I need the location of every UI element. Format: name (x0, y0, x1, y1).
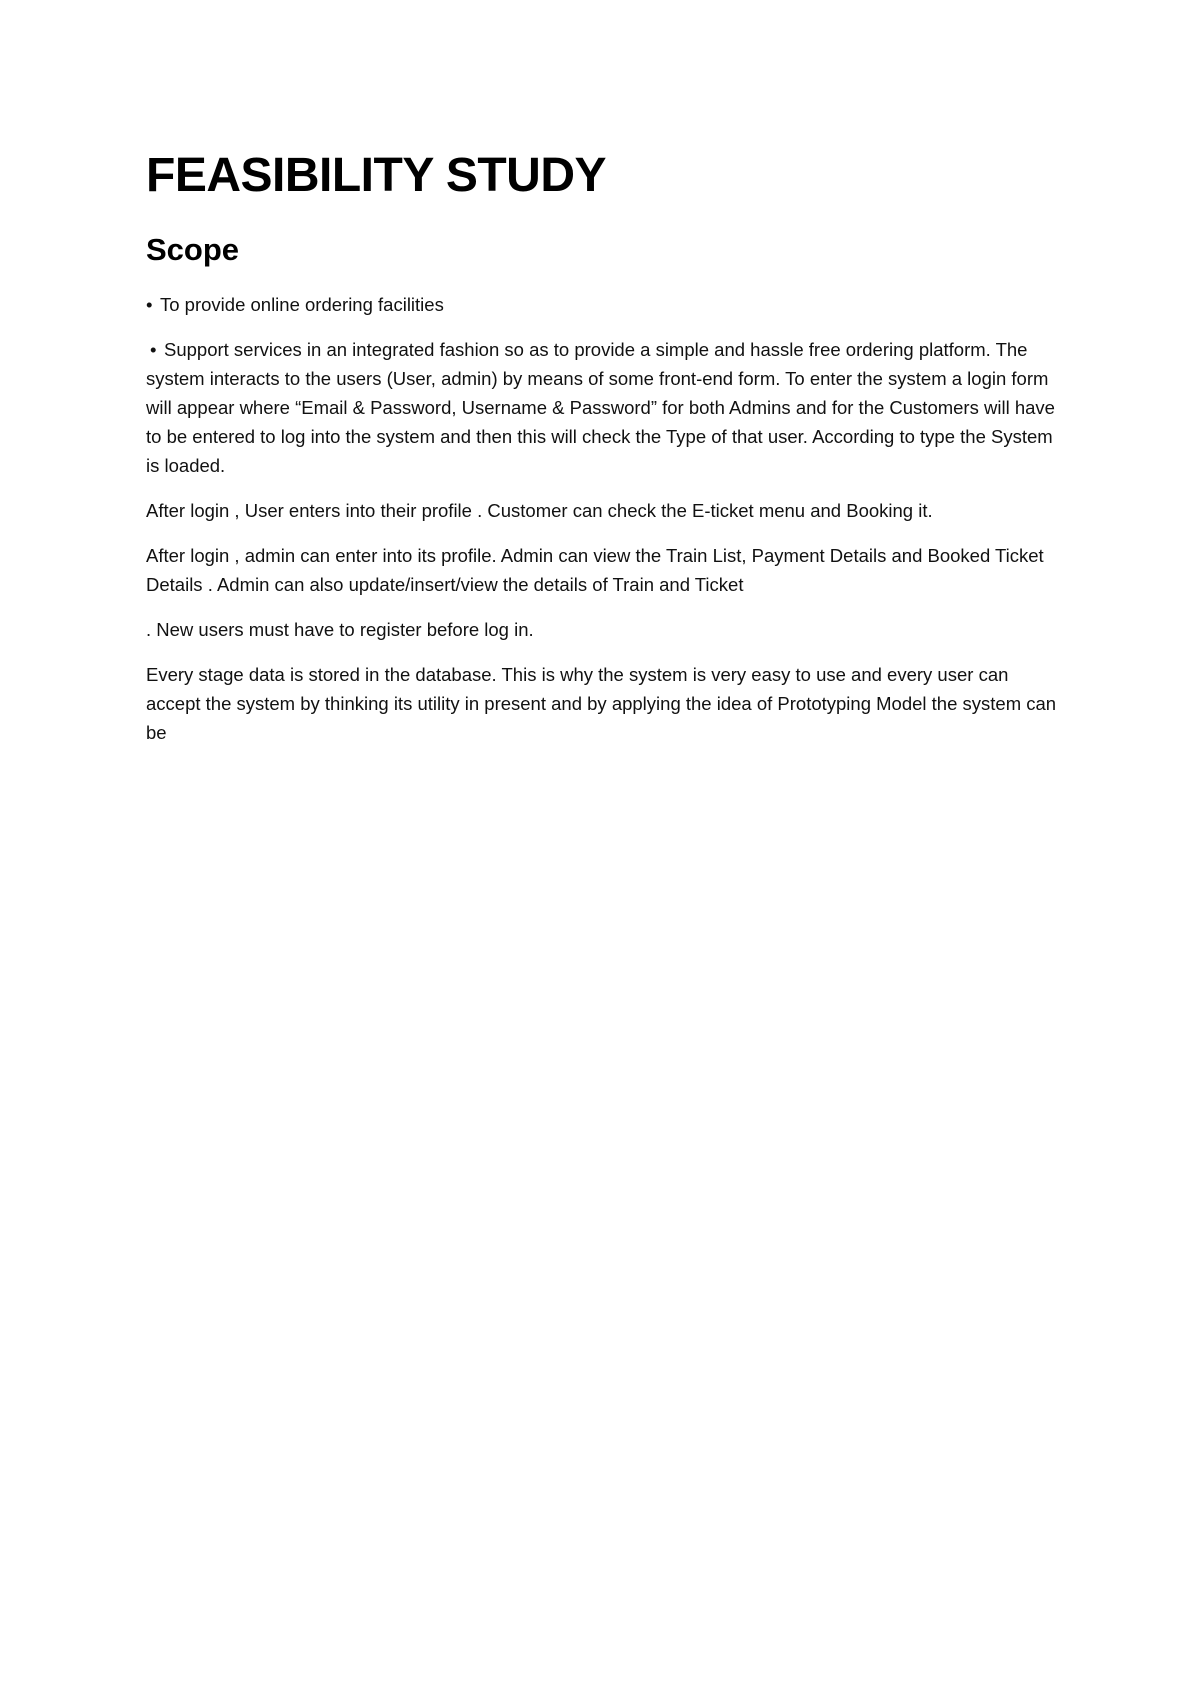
scope-bullet-1 (146, 290, 1066, 319)
scope-bullet-1-text: To provide online ordering facilities (160, 293, 444, 315)
bullet-icon: • (146, 293, 153, 315)
section-title-scope: Scope (146, 231, 240, 267)
paragraph-admin-login: After login , admin can enter into its profile. Admin can view the Train List, Payment Details and Booked Ticket Details . Admin can also update/insert/view the details of Train and Ticket (146, 544, 1044, 595)
bullet-icon: • (150, 338, 157, 360)
scope-bullet-2 (146, 335, 1066, 480)
paragraph-user-login: After login , User enters into their profile . Customer can check the E-ticket menu and Booking it. (146, 499, 933, 521)
paragraph-data-storage: Every stage data is stored in the database. This is why the system is very easy to use and every user can accept the system by thinking its utility in present and by applying the idea of Prototyping Model the system can be (146, 663, 1057, 743)
scope-bullet-2-text: Support services in an integrated fashion so as to provide a simple and hassle free ordering platform. The system interacts to the users (User, admin) by means of some front-end form. To enter the system a login form will appear where “Email & Password, Username & Password” for both Admins and for the Customers will have to be entered to log into the system and then this will check the Type of that user. According to type the System is loaded. (146, 338, 1055, 476)
page-title: FEASIBILITY STUDY (146, 149, 606, 202)
document-content (146, 150, 1066, 747)
paragraph-new-users: . New users must have to register before log in. (146, 618, 534, 640)
